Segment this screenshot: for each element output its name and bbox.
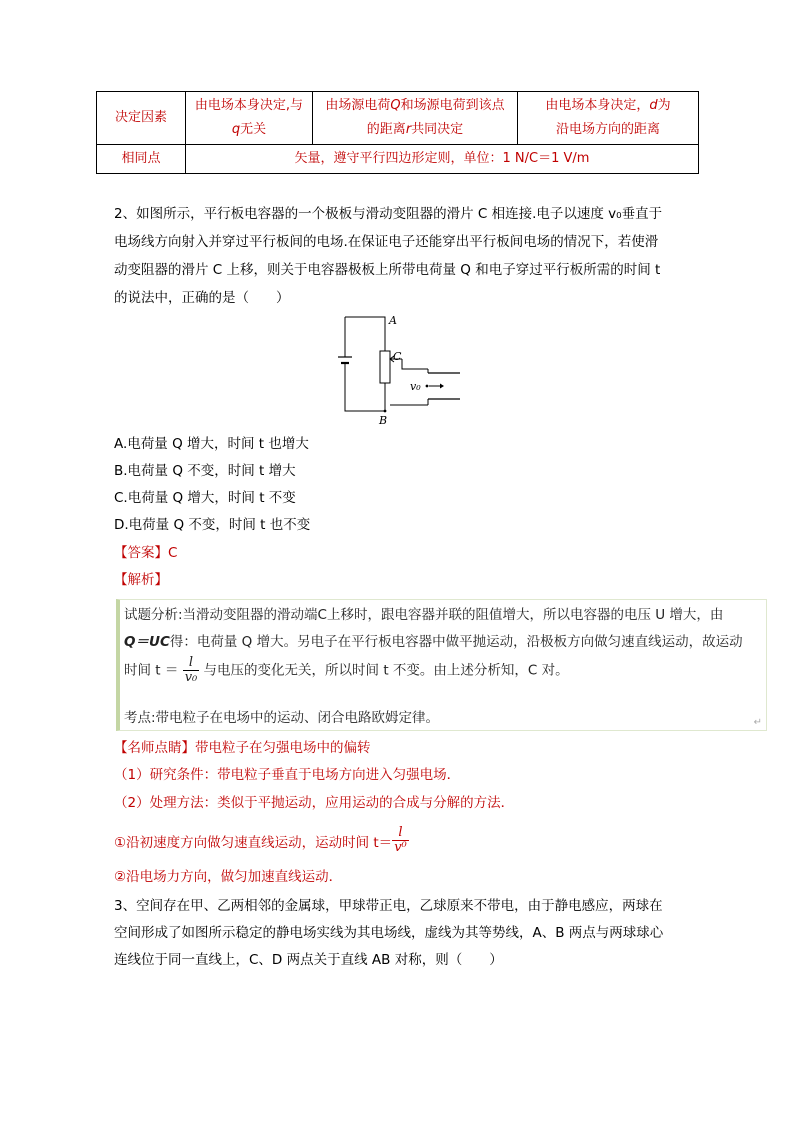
tip-line: （2）处理方法：类似于平抛运动，应用运动的合成与分解的方法． [114,795,515,811]
tip-tag: 【名师点睛】 [114,740,195,756]
answer-line [114,540,177,566]
label-b: B [379,414,388,427]
analysis-tag: 【解析】 [114,572,168,588]
label-v0: v₀ [410,380,421,393]
option-b: B.电荷量 Q 不变，时间 t 增大 [114,463,296,479]
q2-stem-line: 的说法中，正确的是（ ） [114,290,290,306]
label-a: A [389,314,397,327]
fraction-l-over-v0: $\frac{l}{\text{v⁰}}$ [394,824,407,855]
q2-stem-line: 2、如图所示，平行板电容器的一个极板与滑动变阻器的滑片 C 相连接.电子以速度 v₀垂直于 [114,206,663,222]
row-label-deciding-factor: 决定因素 [97,92,186,145]
analysis-line: 试题分析:当滑动变阻器的滑动端C上移时，跟电容器并联的阻值增大，所以电容器的电压 U 增大，由 [124,607,724,623]
q2-stem-line: 动变阻器的滑片 C 上移，则关于电容器极板上所带电荷量 Q 和电子穿过平行板所需的时间 t [114,262,661,278]
analysis-line: 时间 t ＝ $\frac{l}{\text{v₀}}$ 与电压的变化无关，所以时间 t 不变。由上述分析知，C 对。 [124,655,569,685]
q2-stem-line: 电场线方向射入并穿过平行板间的电场.在保证电子还能穿出平行板间电场的情况下，若使滑 [114,234,659,250]
tip-line: （1）研究条件：带电粒子垂直于电场方向进入匀强电场． [114,767,461,783]
cell-point-charge: 由场源电荷Q和场源电荷到该点 的距离r共同决定 [313,92,518,145]
option-d: D.电荷量 Q 不变，时间 t 也不变 [114,517,311,533]
table-row [97,92,699,145]
formula-q-uc: Q＝UC [124,634,170,650]
cell-uniform-field: 由电场本身决定，d为 沿电场方向的距离 [518,92,699,145]
return-mark-icon: ↵ [753,717,762,728]
electron-dot-icon [426,385,429,388]
analysis-line: 考点:带电粒子在电场中的运动、闭合电路欧姆定律。 [124,710,440,726]
analysis-box [116,599,767,731]
circuit-diagram [330,311,465,429]
row-label-similarity: 相同点 [97,145,186,174]
q3-stem-line: 连线位于同一直线上，C、D 两点关于直线 AB 对称，则（ ） [114,952,503,968]
analysis-line: Q＝UC得：电荷量 Q 增大。另电子在平行板电容器中做平抛运动，沿极板方向做匀速直线运动，故运动 [124,634,743,650]
label-c: C [393,350,402,363]
tip-line: ①沿初速度方向做匀速直线运动，运动时间 t＝ $\frac{l}{\text{v⁰}}$ [114,824,407,855]
cell-similarity: 矢量，遵守平行四边形定则，单位：1 N/C＝1 V/m [186,145,699,174]
tip-title: 带电粒子在匀强电场中的偏转 [195,740,371,756]
table-row [97,145,699,174]
tip-heading [114,735,371,761]
option-a: A.电荷量 Q 增大，时间 t 也增大 [114,436,309,452]
answer-tag: 【答案】 [114,545,168,561]
q3-stem-line: 3、空间存在甲、乙两相邻的金属球，甲球带正电，乙球原来不带电，由于静电感应，两球在 [114,898,663,914]
fraction-l-over-v0: $\frac{l}{\text{v₀}}$ [184,655,198,685]
q3-stem-line: 空间形成了如图所示稳定的静电场实线为其电场线，虚线为其等势线，A、B 两点与两球球心 [114,925,664,941]
cell-field-strength: 由电场本身决定,与 q无关 [186,92,313,145]
option-c: C.电荷量 Q 增大，时间 t 不变 [114,490,296,506]
tip-line: ②沿电场力方向，做匀加速直线运动． [114,869,343,885]
answer-value: C [168,545,178,561]
comparison-table [96,91,699,174]
